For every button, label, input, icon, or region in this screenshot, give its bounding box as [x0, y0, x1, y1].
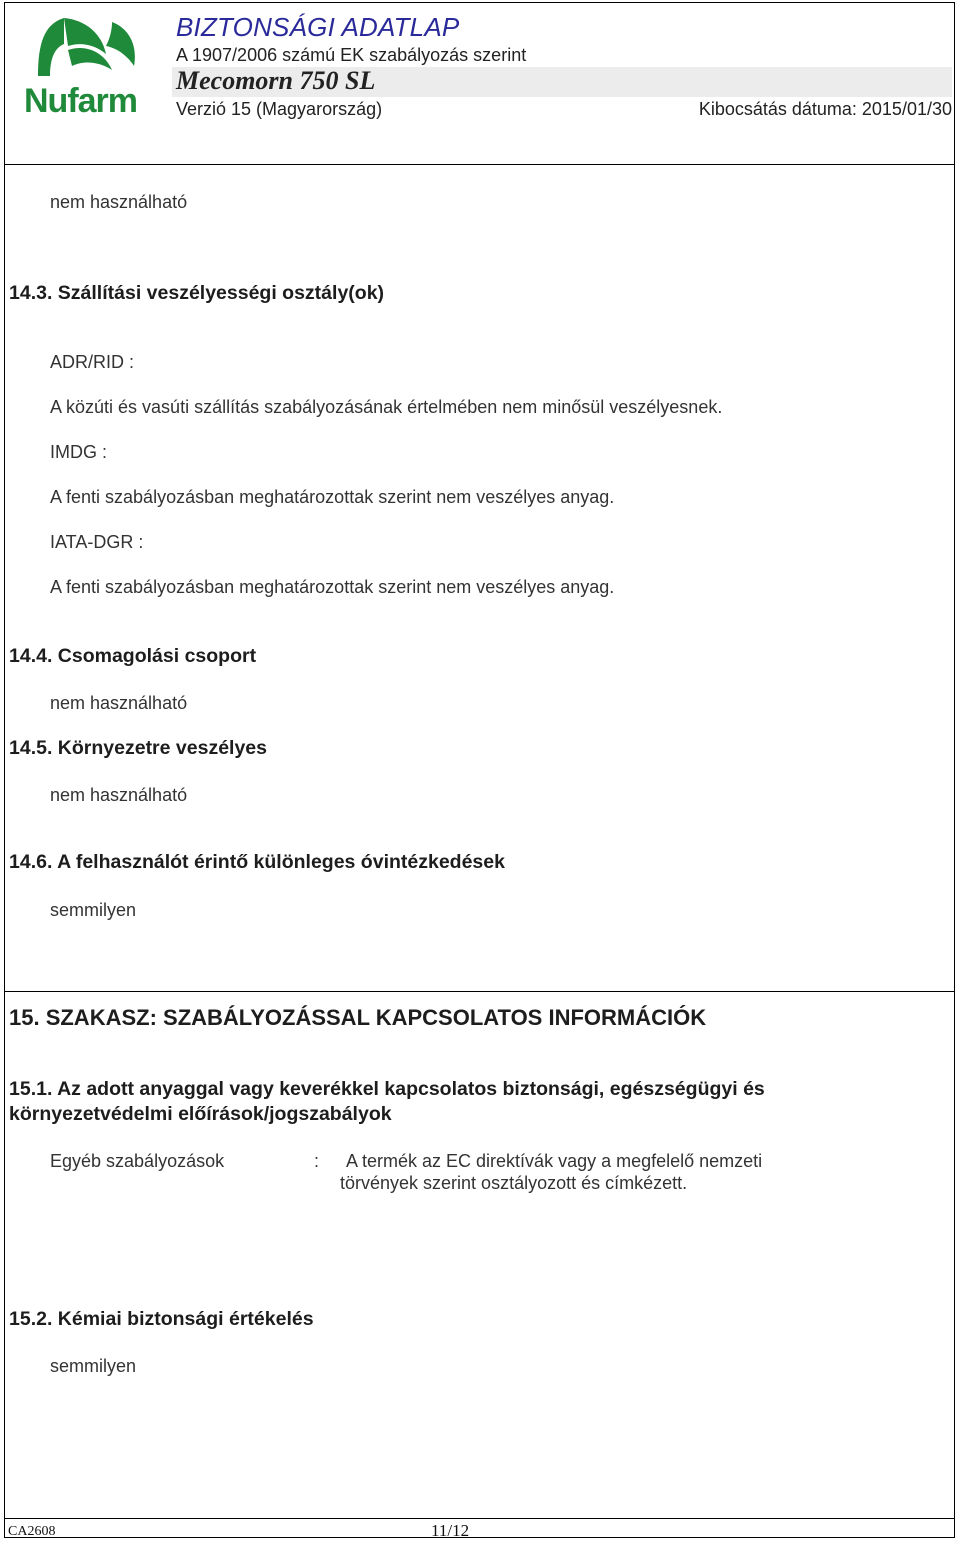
document-code: CA2608 — [8, 1524, 56, 1539]
row-separator: : — [314, 1151, 320, 1171]
footer-divider — [4, 1518, 955, 1519]
logo-text: Nufarm — [24, 82, 138, 120]
adr-text: A közúti és vasúti szállítás szabályozásának értelmében nem minősül veszélyesnek. — [50, 397, 723, 417]
imdg-text: A fenti szabályozásban meghatározottak szerint nem veszélyes anyag. — [50, 487, 615, 507]
value-15-2: semmilyen — [50, 1356, 137, 1376]
header-divider — [4, 164, 955, 165]
value-14-4: nem használható — [50, 693, 188, 713]
heading-14-3: 14.3. Szállítási veszélyességi osztály(ok) — [9, 282, 385, 304]
iata-label: IATA-DGR : — [50, 532, 144, 552]
value-14-6: semmilyen — [50, 900, 137, 920]
heading-14-5: 14.5. Környezetre veszélyes — [9, 737, 267, 759]
heading-14-4: 14.4. Csomagolási csoport — [9, 645, 257, 667]
other-regulations-label: Egyéb szabályozások — [50, 1151, 225, 1171]
iata-text: A fenti szabályozásban meghatározottak szerint nem veszélyes anyag. — [50, 577, 615, 597]
adr-label: ADR/RID : — [50, 352, 135, 372]
section-15-title: 15. SZAKASZ: SZABÁLYOZÁSSAL KAPCSOLATOS INFORMÁCIÓK — [9, 1005, 707, 1030]
value-14-5: nem használható — [50, 785, 188, 805]
other-regulations-value-1: A termék az EC direktívák vagy a megfelelő nemzeti — [346, 1151, 763, 1171]
page-number: 11/12 — [431, 1521, 470, 1540]
heading-14-6: 14.6. A felhasználót érintő különleges óvintézkedések — [9, 851, 505, 873]
prev-value: nem használható — [50, 192, 188, 212]
nufarm-logo — [24, 14, 148, 118]
issue-date: Kibocsátás dátuma: 2015/01/30 — [698, 99, 952, 119]
other-regulations-value-2: törvények szerint osztályozott és címkézett. — [340, 1173, 688, 1193]
imdg-label: IMDG : — [50, 442, 107, 462]
product-name: Mecomorn 750 SL — [176, 66, 376, 95]
regulation-line: A 1907/2006 számú EK szabályozás szerint — [176, 45, 527, 65]
heading-15-2: 15.2. Kémiai biztonsági értékelés — [9, 1308, 314, 1330]
leaf-icon — [24, 14, 148, 84]
heading-15-1-line1: 15.1. Az adott anyaggal vagy keverékkel kapcsolatos biztonsági, egészségügyi és — [9, 1078, 765, 1100]
document-title: BIZTONSÁGI ADATLAP — [176, 12, 460, 42]
section-divider — [4, 991, 955, 992]
heading-15-1-line2: környezetvédelmi előírások/jogszabályok — [9, 1103, 392, 1125]
version-line: Verzió 15 (Magyarország) — [176, 99, 383, 119]
